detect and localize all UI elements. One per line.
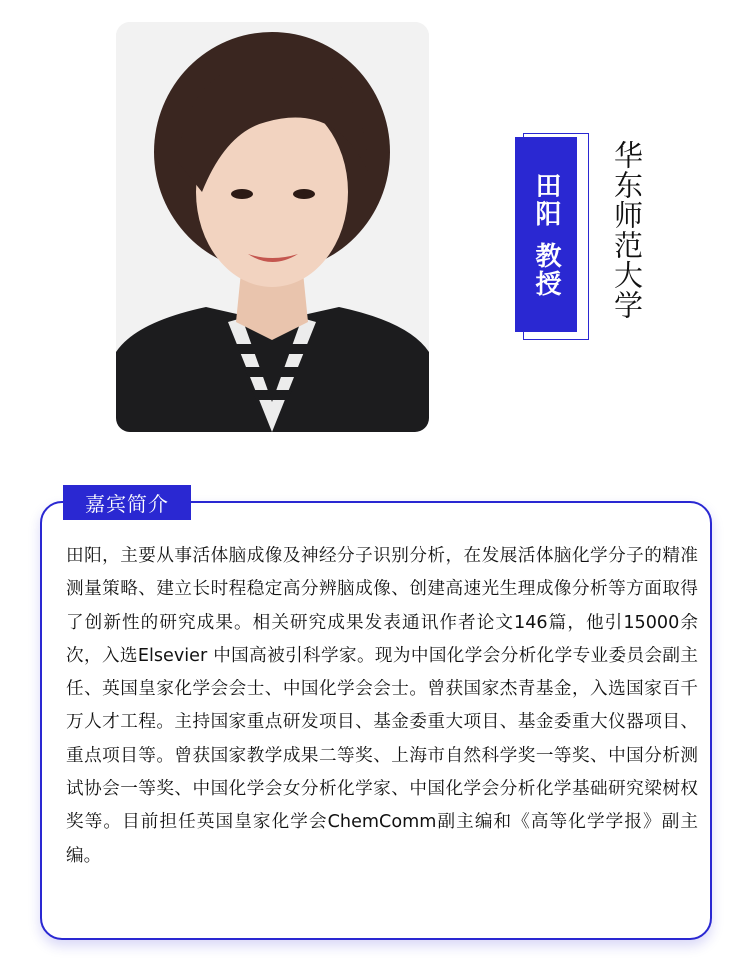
portrait-illustration (116, 22, 429, 432)
section-label: 嘉宾简介 (63, 485, 191, 520)
speaker-name: 田阳 (531, 171, 561, 228)
name-box (515, 137, 577, 332)
university-name: 华东师范大学 (610, 140, 644, 320)
speaker-title: 教授 (531, 241, 561, 298)
bio-text: 田阳，主要从事活体脑成像及神经分子识别分析，在发展活体脑化学分子的精准测量策略、建立长时程稳定高分辨脑成像、创建高速光生理成像分析等方面取得了创新性的研究成果。相关研究成果发表通讯作者论文146篇，他引15000余次，入选Elsevier 中国高被引科学家。现为中国化学会分析化学专业委员会副主任、英国皇家化学会会士、中国化学会会士。曾获国家杰青基金，入选国家百千万人才工程。主持国家重点研发项目、基金委重大项目、基金委重大仪器项目、重点项目等。曾获国家教学成果二等奖、上海市自然科学奖一等奖、中国分析测试协会一等奖、中国化学会女分析化学家、中国化学会分析化学基础研究梁树权奖等。目前担任英国皇家化学会ChemComm副主编和《高等化学学报》副主编。 (66, 546, 698, 866)
portrait-photo (116, 22, 429, 432)
